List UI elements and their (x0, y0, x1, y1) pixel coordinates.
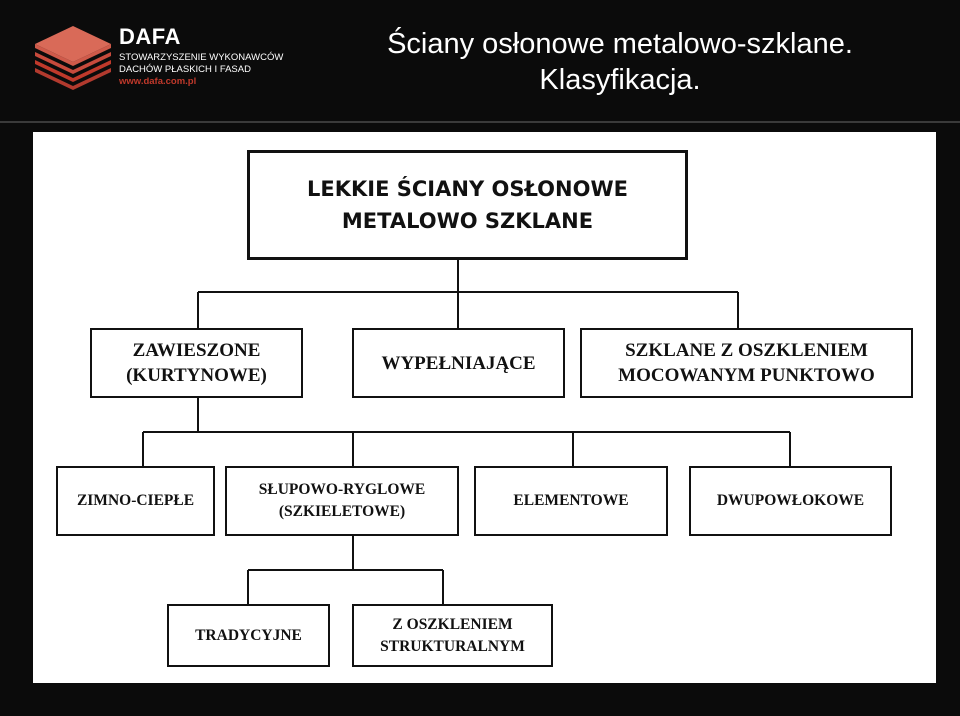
category-label-line1: WYPEŁNIAJĄCE (381, 352, 536, 374)
slide-title-line1: Ściany osłonowe metalowo-szklane. (387, 28, 853, 60)
subtype-box-tradycyjne (167, 604, 330, 667)
slide-title (320, 26, 920, 98)
type-box-dwupowlokowe (689, 466, 892, 536)
category-label-line2: MOCOWANYM PUNKTOWO (618, 365, 875, 386)
logo-name: DAFA (119, 24, 181, 49)
category-box-zawieszone (90, 328, 303, 398)
root-label-line1: LEKKIE ŚCIANY OSŁONOWE (307, 177, 628, 201)
type-label-line1: DWUPOWŁOKOWE (716, 492, 865, 509)
type-box-slupowo-ryglowe (225, 466, 459, 536)
category-label-line2: (KURTYNOWE) (126, 365, 267, 386)
type-label-line1: ZIMNO-CIEPŁE (76, 492, 195, 509)
type-box-elementowe (474, 466, 668, 536)
root-label-line2: METALOWO SZKLANE (341, 209, 594, 233)
slide-title-line2: Klasyfikacja. (539, 64, 701, 96)
type-label-line2: (SZKIELETOWE) (278, 503, 406, 520)
stacked-layers-logo-icon (33, 24, 113, 96)
category-box-wypelniajace (352, 328, 565, 398)
category-label-line1: SZKLANE Z OSZKLENIEM (625, 340, 868, 361)
logo-subtitle-line2: DACHÓW PŁASKICH I FASAD (119, 64, 251, 75)
type-label-line1: ELEMENTOWE (513, 492, 629, 509)
header-divider (0, 121, 960, 123)
type-box-zimno-cieple (56, 466, 215, 536)
classification-diagram (33, 132, 936, 683)
category-box-punktowe (580, 328, 913, 398)
category-label-line1: ZAWIESZONE (132, 340, 261, 361)
subtype-label-line2: STRUKTURALNYM (380, 637, 525, 655)
subtype-label-line1: Z OSZKLENIEM (392, 615, 513, 633)
header (0, 0, 960, 122)
type-label-line1: SŁUPOWO-RYGLOWE (258, 481, 426, 498)
subtype-label-line1: TRADYCYJNE (195, 626, 302, 644)
dafa-logo[interactable] (33, 24, 283, 96)
subtype-box-strukturalne (352, 604, 553, 667)
logo-subtitle-line1: STOWARZYSZENIE WYKONAWCÓW (119, 52, 284, 63)
root-box (247, 150, 688, 260)
logo-url[interactable]: www.dafa.com.pl (119, 76, 197, 87)
